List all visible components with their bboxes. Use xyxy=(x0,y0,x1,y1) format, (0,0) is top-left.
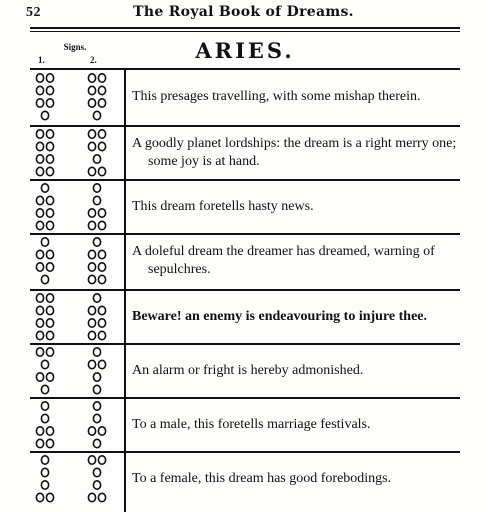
sign-dot xyxy=(93,468,100,476)
sign-dot xyxy=(46,373,53,381)
sign-dot xyxy=(88,456,95,464)
sign-dot xyxy=(98,130,105,138)
sign-dot xyxy=(98,221,105,229)
sign-dot xyxy=(41,238,48,246)
sign-dot xyxy=(98,275,105,283)
meaning-cell xyxy=(132,398,462,452)
sign-dot xyxy=(36,142,43,150)
sign-dot xyxy=(46,250,53,258)
sign-dot xyxy=(98,167,105,175)
header-rule-thick xyxy=(30,27,460,29)
sign-dot xyxy=(98,250,105,258)
sign-dot xyxy=(93,481,100,489)
sign-dot xyxy=(98,331,105,339)
sign-dot xyxy=(41,456,48,464)
sign-dot xyxy=(36,209,43,217)
signs-cell xyxy=(30,234,122,288)
section-title: ARIES. xyxy=(195,38,295,63)
sign-dot xyxy=(88,167,95,175)
sign-dot xyxy=(46,427,53,435)
sign-2-glyph xyxy=(84,180,110,234)
sign-2-figure xyxy=(84,290,110,344)
sign-dot xyxy=(98,74,105,82)
sign-dot xyxy=(41,184,48,192)
sign-dot xyxy=(36,263,43,271)
sign-2-figure xyxy=(84,180,110,234)
sign-dot xyxy=(98,263,105,271)
sign-1-glyph xyxy=(32,344,58,398)
sign-dot xyxy=(36,294,43,302)
sign-dot xyxy=(36,167,43,175)
dream-meaning: To a male, this foretells marriage festivals. xyxy=(132,417,371,432)
sign-dot xyxy=(36,319,43,327)
signs-cell xyxy=(30,290,122,344)
sign-dot xyxy=(93,439,100,447)
sign-dot xyxy=(46,306,53,314)
sign-dot xyxy=(36,331,43,339)
meaning-cell xyxy=(132,344,462,398)
sign-dot xyxy=(46,209,53,217)
sign-1-figure xyxy=(32,344,58,398)
sign-dot xyxy=(36,155,43,163)
sign-dot xyxy=(46,331,53,339)
sign-2-glyph xyxy=(84,70,110,124)
sign-2-glyph xyxy=(84,452,110,506)
sign-2-glyph xyxy=(84,398,110,452)
sign-dot xyxy=(88,99,95,107)
sign-dot xyxy=(46,263,53,271)
sign-1-figure xyxy=(32,234,58,288)
sign-dot xyxy=(98,319,105,327)
sign-dot xyxy=(46,74,53,82)
sign-1-glyph xyxy=(32,234,58,288)
sign-dot xyxy=(98,209,105,217)
sign-dot xyxy=(88,427,95,435)
dream-row xyxy=(30,180,460,234)
sign-dot xyxy=(41,402,48,410)
sign-dot xyxy=(88,275,95,283)
sign-dot xyxy=(41,481,48,489)
dream-meaning: Beware! an enemy is endeavouring to injure thee. xyxy=(132,309,428,324)
sign-1-glyph xyxy=(32,290,58,344)
sign-2-figure xyxy=(84,452,110,506)
dream-row xyxy=(30,452,460,506)
sign-dot xyxy=(93,385,100,393)
sign-dot xyxy=(41,275,48,283)
dream-row xyxy=(30,126,460,180)
sign-dot xyxy=(93,111,100,119)
dream-row xyxy=(30,398,460,452)
sign-dot xyxy=(88,493,95,501)
dream-row xyxy=(30,344,460,398)
meaning-cell xyxy=(132,180,462,234)
dream-row xyxy=(30,70,460,124)
sign-dot xyxy=(36,373,43,381)
meaning-cell xyxy=(132,234,462,288)
signs-cell xyxy=(30,70,122,124)
sign-1-glyph xyxy=(32,452,58,506)
sign-1-figure xyxy=(32,290,58,344)
sign-dot xyxy=(93,373,100,381)
sign-dot xyxy=(46,221,53,229)
sign-dot xyxy=(46,142,53,150)
sign-dot xyxy=(88,142,95,150)
sign-dot xyxy=(36,427,43,435)
sign-dot xyxy=(41,111,48,119)
sign-dot xyxy=(88,319,95,327)
sign-dot xyxy=(88,74,95,82)
sign-dot xyxy=(88,86,95,94)
header-rule-thin xyxy=(30,31,460,32)
sign-dot xyxy=(93,155,100,163)
signs-cell xyxy=(30,398,122,452)
dream-row xyxy=(30,290,460,344)
sign-dot xyxy=(46,86,53,94)
sign-dot xyxy=(98,456,105,464)
sign-dot xyxy=(46,294,53,302)
sign-dot xyxy=(88,250,95,258)
sign-2-figure xyxy=(84,398,110,452)
table-head xyxy=(30,36,460,68)
sign-dot xyxy=(36,99,43,107)
sign-dot xyxy=(41,468,48,476)
meaning-cell xyxy=(132,290,462,344)
sign-2-figure xyxy=(84,344,110,398)
sign-dot xyxy=(98,142,105,150)
sign-2-figure xyxy=(84,234,110,288)
sign-dot xyxy=(41,385,48,393)
sign-2-figure xyxy=(84,70,110,124)
sign-dot xyxy=(36,130,43,138)
sign-dot xyxy=(36,196,43,204)
sign-dot xyxy=(41,360,48,368)
sign-dot xyxy=(98,360,105,368)
sign-1-figure xyxy=(32,180,58,234)
sign-dot xyxy=(93,348,100,356)
sign-1-glyph xyxy=(32,398,58,452)
sign-dot xyxy=(36,86,43,94)
sign-dot xyxy=(46,348,53,356)
sign-column-2-label: 2. xyxy=(90,55,97,65)
dream-meaning: This presages travelling, with some mishap therein. xyxy=(132,89,421,104)
signs-cell xyxy=(30,344,122,398)
sign-1-glyph xyxy=(32,126,58,180)
sign-2-glyph xyxy=(84,344,110,398)
sign-dot xyxy=(36,306,43,314)
sign-dot xyxy=(93,294,100,302)
sign-dot xyxy=(46,167,53,175)
sign-dot xyxy=(36,439,43,447)
sign-2-glyph xyxy=(84,234,110,288)
signs-column-label: Signs. xyxy=(63,42,87,52)
signs-cell xyxy=(30,180,122,234)
dream-meaning: A goodly planet lordships: the dream is a right merry one; some joy is at hand. xyxy=(132,136,457,169)
sign-2-glyph xyxy=(84,290,110,344)
sign-dot xyxy=(36,221,43,229)
sign-dot xyxy=(88,306,95,314)
sign-dot xyxy=(93,184,100,192)
sign-dot xyxy=(98,306,105,314)
sign-dot xyxy=(41,414,48,422)
sign-1-figure xyxy=(32,70,58,124)
sign-1-figure xyxy=(32,452,58,506)
meaning-cell xyxy=(132,70,462,124)
page-header xyxy=(0,0,487,24)
dream-meaning: This dream foretells hasty news. xyxy=(132,199,314,214)
sign-2-glyph xyxy=(84,126,110,180)
sign-column-1-label: 1. xyxy=(38,55,45,65)
sign-dot xyxy=(88,360,95,368)
sign-dot xyxy=(36,250,43,258)
sign-dot xyxy=(46,319,53,327)
dream-meaning: To a female, this dream has good forebodings. xyxy=(132,471,392,486)
sign-dot xyxy=(88,263,95,271)
page-number: 52 xyxy=(26,5,41,20)
sign-dot xyxy=(46,155,53,163)
sign-1-figure xyxy=(32,398,58,452)
sign-dot xyxy=(36,493,43,501)
dream-row xyxy=(30,234,460,288)
sign-dot xyxy=(93,414,100,422)
dream-meaning: An alarm or fright is hereby admonished. xyxy=(132,363,364,378)
sign-dot xyxy=(46,439,53,447)
meaning-cell xyxy=(132,452,462,506)
sign-dot xyxy=(93,402,100,410)
sign-dot xyxy=(88,130,95,138)
sign-dot xyxy=(36,348,43,356)
sign-dot xyxy=(46,493,53,501)
sign-dot xyxy=(46,196,53,204)
sign-1-glyph xyxy=(32,180,58,234)
sign-dot xyxy=(98,493,105,501)
sign-dot xyxy=(36,74,43,82)
sign-dot xyxy=(93,196,100,204)
sign-dot xyxy=(46,130,53,138)
sign-dot xyxy=(88,221,95,229)
meaning-cell xyxy=(132,126,462,180)
sign-dot xyxy=(98,86,105,94)
running-title: The Royal Book of Dreams. xyxy=(133,4,354,20)
sign-1-figure xyxy=(32,126,58,180)
signs-cell xyxy=(30,452,122,506)
sign-1-glyph xyxy=(32,70,58,124)
sign-dot xyxy=(88,209,95,217)
signs-cell xyxy=(30,126,122,180)
sign-dot xyxy=(98,99,105,107)
sign-dot xyxy=(88,331,95,339)
sign-dot xyxy=(98,427,105,435)
dream-meaning: A doleful dream the dreamer has dreamed, warning of sepulchres. xyxy=(132,244,435,277)
sign-dot xyxy=(93,238,100,246)
sign-dot xyxy=(46,99,53,107)
sign-2-figure xyxy=(84,126,110,180)
